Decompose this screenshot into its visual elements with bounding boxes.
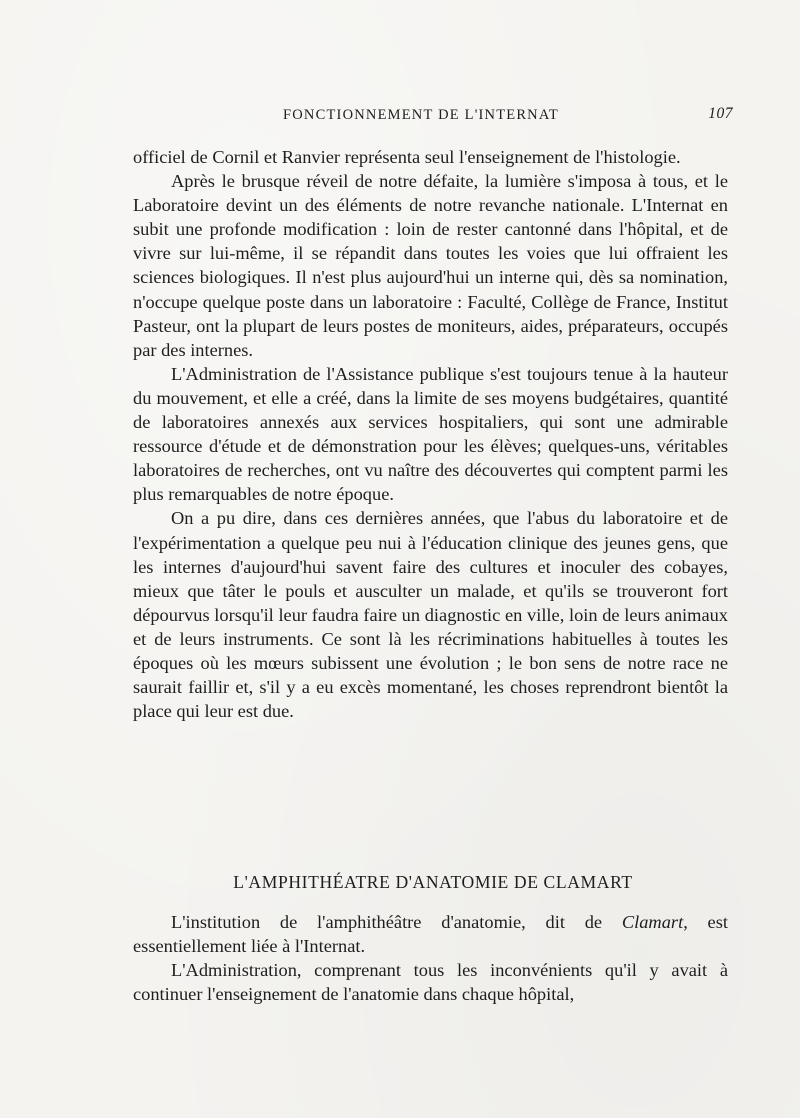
- paragraph-laboratory: Après le brusque réveil de notre défaite, la lumière s'imposa à tous, et le Laboratoire devint un des éléments de notre revanche nationale. L'Internat en subit une profonde modification : loin de rester cantonné dans l'hôpital, et de vivre sur lui-même, il se répandit dans toutes les voies que lui offraient les sciences biologiques. Il n'est plus aujourd'hui un interne qui, dès sa nomination, n'occupe quelque poste dans un laboratoire : Faculté, Collège de France, Institut Pasteur, ont la plupart de leurs postes de moniteurs, aides, préparateurs, occupés par des internes.: [133, 171, 728, 360]
- paragraph-criticism: On a pu dire, dans ces dernières années, que l'abus du laboratoire et de l'expérimentation a quelque peu nui à l'éducation clinique des jeunes gens, que les internes d'aujourd'hui savent faire des cultures et inoculer des cobayes, mieux que tâter le pouls et ausculter un malade, et qu'ils se trouveront fort dépourvus lorsqu'il leur faudra faire un diagnostic en ville, loin de leurs animaux et de leurs instruments. Ce sont là les récriminations habituelles à toutes les époques où les mœurs subissent une évolution ; le bon sens de notre race ne saurait faillir et, s'il y a eu excès momentané, les choses reprendront bientôt la place qui leur est due.: [133, 508, 728, 722]
- page-number: 107: [708, 105, 733, 122]
- paragraph-administration-anatomy: L'Administration, comprenant tous les inconvénients qu'il y avait à continuer l'enseignement de l'anatomie dans chaque hôpital,: [133, 960, 728, 1005]
- paragraph-administration: L'Administration de l'Assistance publique s'est toujours tenue à la hauteur du mouvement, et elle a créé, dans la limite de ses moyens budgétaires, quantité de laboratoires annexés aux services hospitaliers, qui sont une admirable ressource d'étude et de démonstration pour les élèves; quelques-uns, véritables laboratoires de recherches, ont vu naître des découvertes qui comptent parmi les plus remarquables de notre époque.: [133, 363, 728, 505]
- running-head: [133, 103, 733, 127]
- paragraph-histology: officiel de Cornil et Ranvier représenta seul l'enseignement de l'histologie.: [133, 147, 681, 167]
- section-heading: L'AMPHITHÉATRE D'ANATOMIE DE CLAMART: [233, 872, 633, 892]
- clamart-name: Clamart: [621, 912, 684, 932]
- section-text: [133, 910, 728, 1006]
- clamart-text-start: L'institution de l'amphithéâtre d'anatomie, dit de: [171, 912, 622, 932]
- clamart-text-end: , est essentiellement liée à l'Internat.: [133, 912, 728, 957]
- paragraph-clamart-institution: [133, 910, 728, 958]
- running-title: FONCTIONNEMENT DE L'INTERNAT: [283, 107, 559, 123]
- main-text: [133, 145, 728, 723]
